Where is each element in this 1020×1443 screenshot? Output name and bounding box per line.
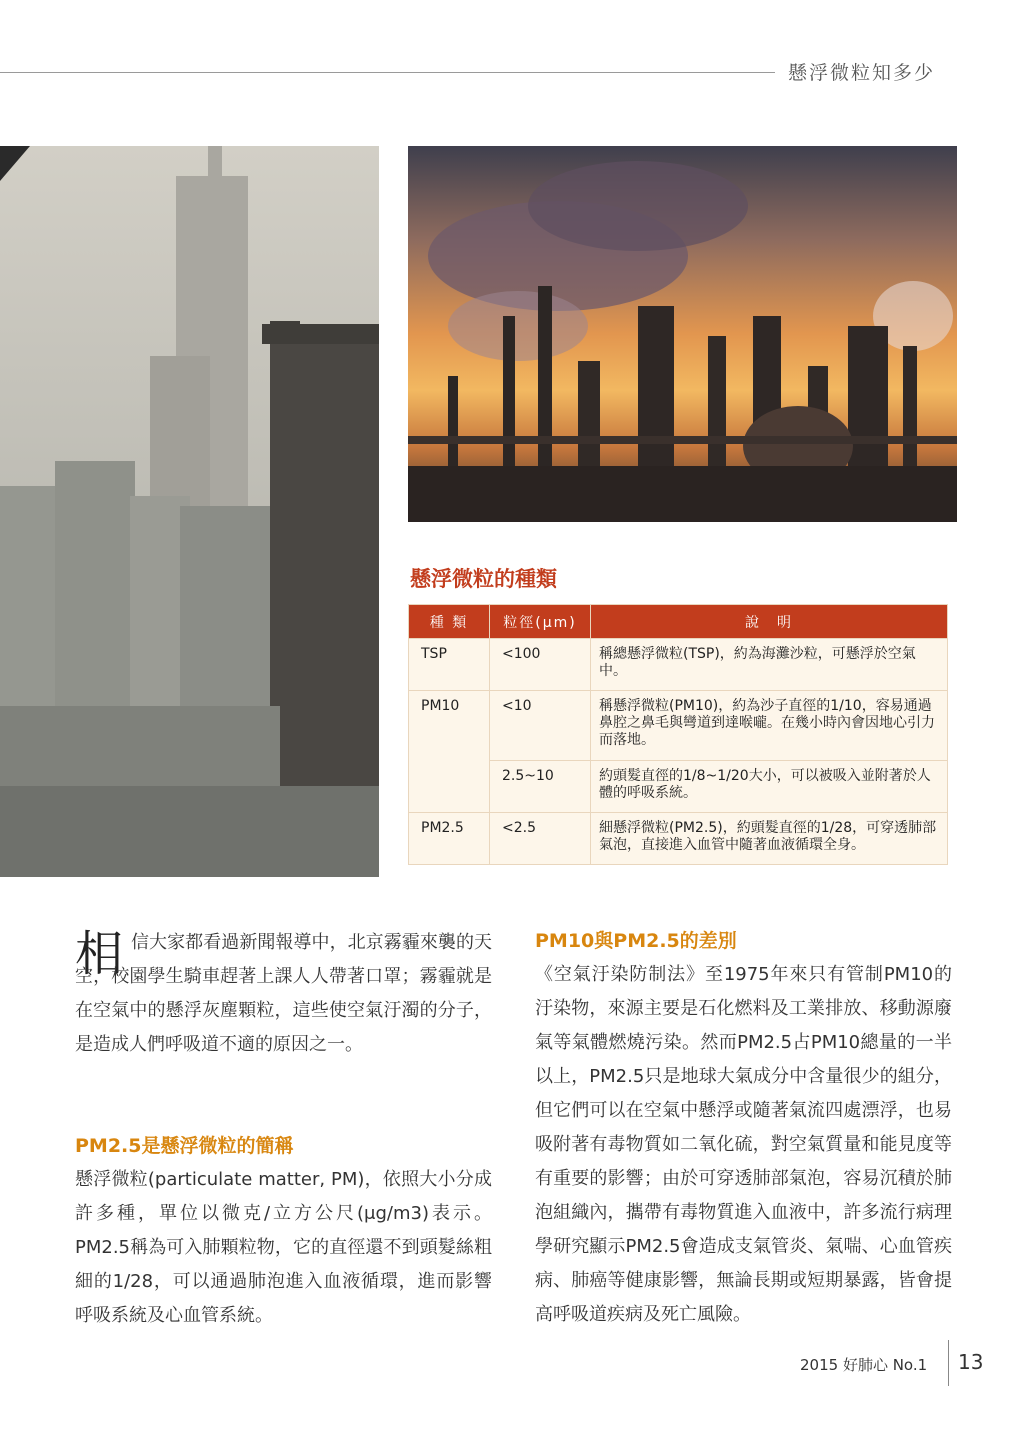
table-row <box>409 761 948 813</box>
section-heading-pm25: PM2.5是懸浮微粒的簡稱 <box>75 1135 294 1157</box>
header-size: 粒徑(μm) <box>490 605 591 639</box>
table-row <box>409 691 948 761</box>
header-description: 說 明 <box>591 605 948 639</box>
size-cell: <10 <box>490 691 591 761</box>
running-header-title: 懸浮微粒知多少 <box>788 62 936 84</box>
size-cell: <2.5 <box>490 813 591 865</box>
size-cell: <100 <box>490 639 591 691</box>
description-cell: 稱總懸浮微粒(TSP)，約為海灘沙粒，可懸浮於空氣中。 <box>591 639 948 691</box>
description-cell: 細懸浮微粒(PM2.5)，約頭髮直徑的1/28，可穿透肺部氣泡，直接進入血管中隨著血液循環全身。 <box>591 813 948 865</box>
drop-cap: 相 <box>75 926 124 982</box>
section-body-difference: 《空氣汙染防制法》至1975年來只有管制PM10的汙染物，來源主要是石化燃料及工業排放、移動源廢氣等氣體燃燒污染。然而PM2.5占PM10總量的一半以上，PM2.5只是地球大氣成分中含量很少的組分，但它們可以在空氣中懸浮或隨著氣流四處漂浮，也易吸附著有毒物質如二氧化硫，對空氣質量和能見度等有重要的影響；由於可穿透肺部氣泡，容易沉積於肺泡組織內，攜帶有毒物質進入血液中，許多流行病理學研究顯示PM2.5會造成支氣管炎、氣喘、心血管疾病、肺癌等健康影響，無論長期或短期暴露，皆會提高呼吸道疾病及死亡風險。 <box>535 964 952 1325</box>
size-cell: 2.5~10 <box>490 761 591 813</box>
intro-paragraph: 信大家都看過新聞報導中，北京霧霾來襲的天空，校園學生騎車趕著上課人人帶著口罩；霧霾就是在空氣中的懸浮灰塵顆粒，這些使空氣汙濁的分子，是造成人們呼吸道不適的原因之一。 <box>75 932 492 1055</box>
type-cell: TSP <box>409 639 490 691</box>
type-cell: PM10 <box>409 691 490 813</box>
table-header-row <box>409 605 948 639</box>
page-number: 13 <box>958 1350 984 1374</box>
industrial-smokestacks-sunset-photo <box>408 146 957 522</box>
description-cell: 稱懸浮微粒(PM10)，約為沙子直徑的1/10，容易通過鼻腔之鼻毛與彎道到達喉嚨。在幾小時內會因地心引力而落地。 <box>591 691 948 761</box>
section-heading-difference: PM10與PM2.5的差別 <box>535 930 737 952</box>
table-row <box>409 813 948 865</box>
type-cell: PM2.5 <box>409 813 490 865</box>
description-cell: 約頭髮直徑的1/8~1/20大小，可以被吸入並附著於人體的呼吸系統。 <box>591 761 948 813</box>
header-rule <box>0 72 775 73</box>
section-body-pm25: 懸浮微粒(particulate matter, PM)，依照大小分成許多種，單位以微克/立方公尺(μg/m3)表示。PM2.5稱為可入肺顆粒物，它的直徑還不到頭髮絲粗細的1/28，可以通過肺泡進入血液循環，進而影響呼吸系統及心血管系統。 <box>75 1169 492 1326</box>
footer-divider <box>948 1340 949 1386</box>
particulate-types-table <box>408 604 948 865</box>
table-title: 懸浮微粒的種類 <box>410 567 557 591</box>
header-type: 種 類 <box>409 605 490 639</box>
hazy-city-skyline-photo <box>0 146 379 877</box>
table-row <box>409 639 948 691</box>
footer-issue: 2015 好肺心 No.1 <box>800 1356 928 1374</box>
